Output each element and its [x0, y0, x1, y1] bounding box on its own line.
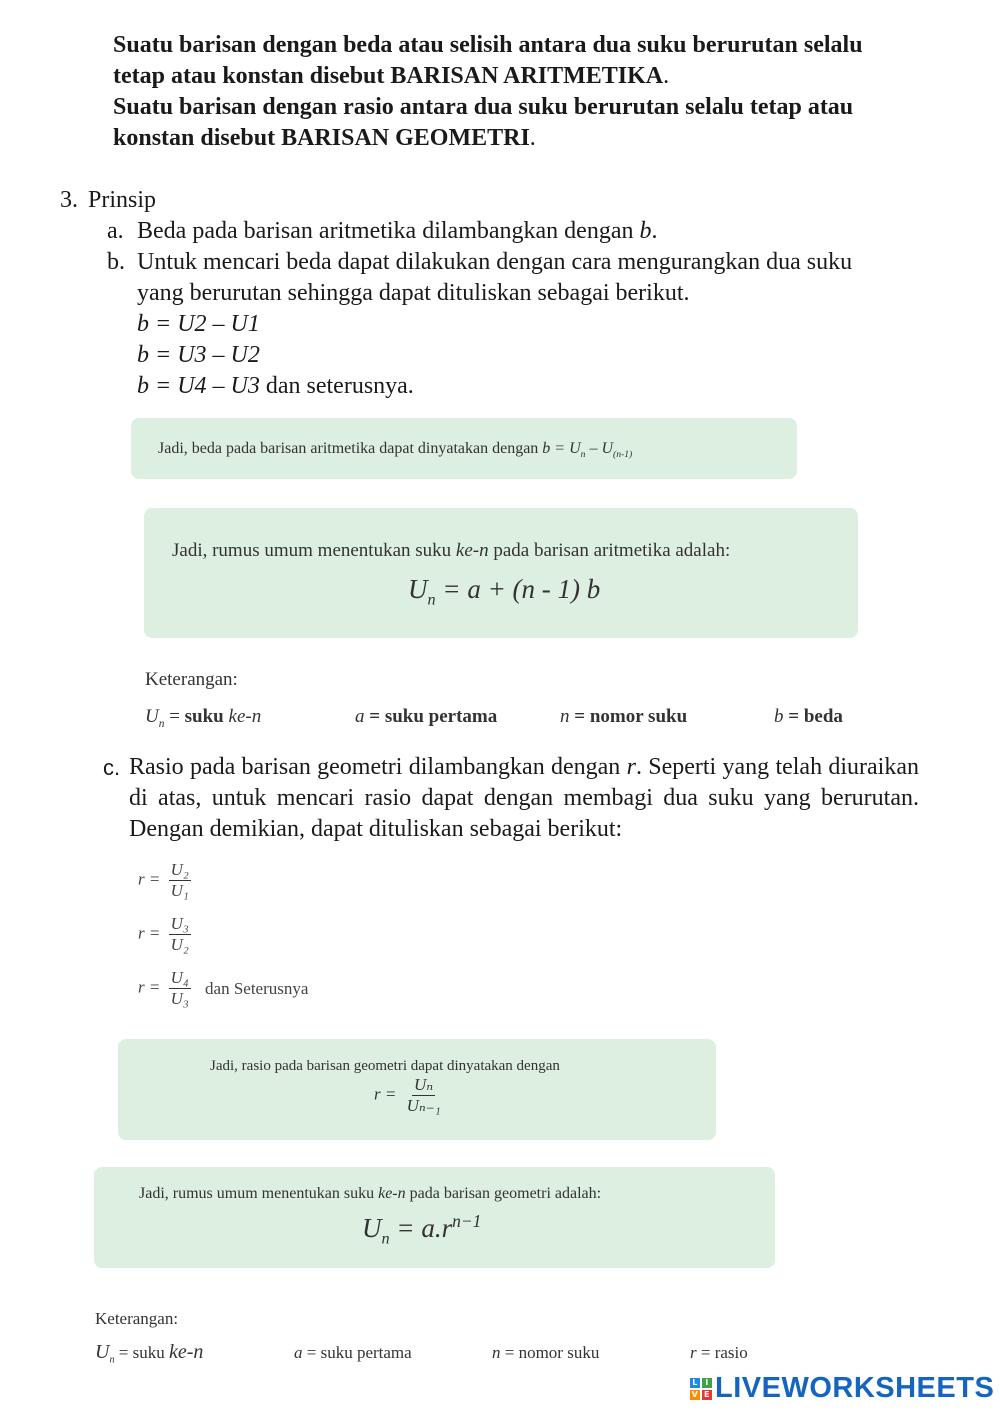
item-c-text: Rasio pada barisan geometri dilambangkan dengan r. Seperti yang telah diuraikan di atas, untuk mencari rasio dapat dengan membagi dua suku yang berurutan. Dengan demikian, dapat dituliskan sebagai berikut:	[129, 754, 920, 842]
beda-formula-2: b = U3 – U2	[137, 342, 260, 368]
geometric-general-formula: $U_n = a.r^{n-1}$	[362, 1211, 482, 1248]
liveworksheets-icon: L I V E	[690, 1378, 712, 1400]
beda-formula-3: b = U4 – U3 dan seterusnya.	[137, 373, 414, 399]
item-b-text: Untuk mencari beda dapat dilakukan dengan cara mengurangkan dua suku yang berurutan sehingga dapat dituliskan sebagai berikut.	[137, 249, 853, 306]
geometric-formula-caption: Jadi, rumus umum menentukan suku ke-n pada barisan geometri adalah:	[139, 1185, 602, 1202]
item-a-text: Beda pada barisan aritmetika dilambangkan dengan b.	[137, 218, 658, 244]
keterangan-1-title: Keterangan:	[145, 669, 238, 690]
section-heading	[60, 185, 156, 216]
keterangan-1-b: b = beda	[774, 706, 843, 727]
ratio-formula-1: r = $\frac{\text{U₂}}{\text{U₁}}$	[138, 860, 189, 900]
geometric-formula-box	[94, 1167, 775, 1268]
keterangan-2-title: Keterangan:	[95, 1309, 179, 1328]
rasio-summary-text: Jadi, rasio pada barisan geometri dapat dinyatakan dengan	[210, 1058, 560, 1074]
ratio-suffix: dan Seterusnya	[205, 978, 309, 998]
section-number: 3.	[60, 187, 78, 213]
keterangan-2-n: n = nomor suku	[492, 1343, 600, 1362]
rasio-general-formula: r = $\frac{\text{Uₙ}}{\text{Uₙ₋₁}}$	[374, 1075, 441, 1115]
keterangan-2-un: $U_n$ = suku ke-n	[95, 1341, 204, 1366]
intro-arithmetic-definition: Suatu barisan dengan beda atau selisih antara dua suku berurutan selalu tetap atau konstan disebut BARISAN ARITMETIKA.	[113, 32, 863, 89]
ratio-formula-3: r = $\frac{\text{U₄}}{\text{U₃}}$ dan Seterusnya	[138, 968, 309, 1008]
intro-geometric-definition: Suatu barisan dengan rasio antara dua suku berurutan selalu tetap atau konstan disebut BARISAN GEOMETRI.	[113, 94, 854, 151]
rasio-summary-box	[118, 1039, 716, 1140]
keterangan-2-r: r = rasio	[690, 1343, 748, 1362]
item-a-marker: a.	[107, 218, 124, 244]
beda-summary-text: Jadi, beda pada barisan aritmetika dapat dinyatakan dengan $b = U_n - U_{(n-1)}$	[158, 440, 633, 461]
item-c-marker: c.	[103, 755, 121, 780]
keterangan-2-a: a = suku pertama	[294, 1343, 412, 1362]
keterangan-1-un: $U_n$ = suku ke-n	[145, 706, 262, 730]
beda-formula-1: b = U2 – U1	[137, 311, 260, 337]
arithmetic-formula-box	[144, 508, 858, 638]
intro-paragraph	[113, 30, 913, 154]
section-title: Prinsip	[88, 187, 157, 213]
keterangan-1-a: a = suku pertama	[355, 706, 498, 727]
item-b-marker: b.	[107, 249, 125, 275]
keterangan-1-n: n = nomor suku	[560, 706, 688, 727]
arithmetic-formula-caption: Jadi, rumus umum menentukan suku ke-n pada barisan aritmetika adalah:	[172, 540, 731, 561]
liveworksheets-logo[interactable]	[690, 1372, 994, 1405]
liveworksheets-text: LIVEWORKSHEETS	[715, 1372, 995, 1404]
beda-summary-box	[131, 418, 797, 479]
ratio-formula-2: r = $\frac{\text{U₃}}{\text{U₂}}$	[138, 914, 189, 954]
arithmetic-general-formula: $U_n = a + (n - 1)$ b	[408, 574, 601, 609]
